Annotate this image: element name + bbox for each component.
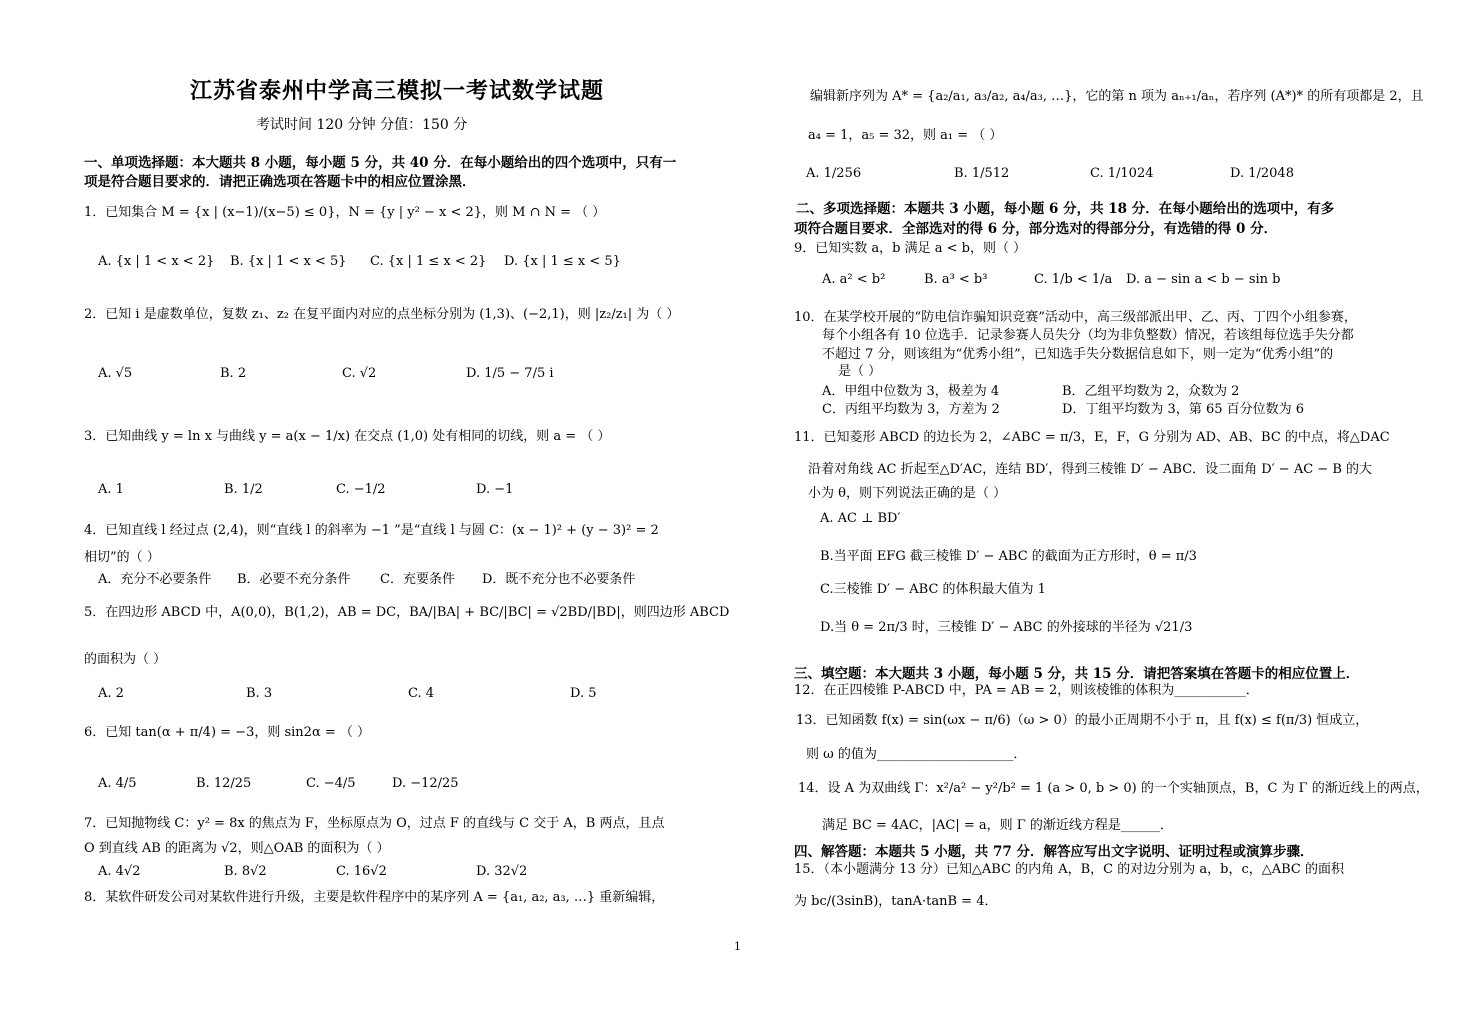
q10-option-c: C．丙组平均数为 3，方差为 2: [822, 402, 1000, 417]
q11-option-b: B.当平面 EFG 截三棱锥 D′ − ABC 的截面为正方形时，θ = π/3: [820, 549, 1197, 564]
q4-stem-line2: 相切”的（ ）: [84, 550, 160, 565]
q8-option-c: C. 1/1024: [1090, 166, 1154, 181]
q4-stem-line1: 4．已知直线 l 经过点 (2,4)，则“直线 l 的斜率为 −1 ”是“直线 l 与圆 C：(x − 1)² + (y − 3)² = 2: [84, 523, 659, 538]
q1-option-a: A. {x | 1 < x < 2}: [98, 254, 215, 269]
q8-option-d: D. 1/2048: [1230, 166, 1294, 181]
q9-option-d: D. a − sin a < b − sin b: [1126, 272, 1281, 287]
q3-option-d: D. −1: [476, 482, 514, 497]
section4-heading: 四、解答题：本题共 5 小题，共 77 分．解答应写出文字说明、证明过程或演算步骤．: [794, 844, 1314, 860]
page-number: 1: [734, 940, 741, 953]
q11-line1: 11．已知菱形 ABCD 的边长为 2，∠ABC = π/3，E，F，G 分别为 AD、AB、BC 的中点，将△DAC: [794, 430, 1390, 445]
q3-option-c: C. −1/2: [336, 482, 386, 497]
q4-option-d: D．既不充分也不必要条件: [482, 572, 636, 587]
q10-option-a: A．甲组中位数为 3，极差为 4: [822, 384, 1000, 399]
q8-stem-line1: 8．某软件研发公司对某软件进行升级，主要是软件程序中的某序列 A = {a₁, a₂, a₃, …} 重新编辑，: [84, 890, 665, 905]
q8-stem-line2: 编辑新序列为 A* = {a₂/a₁, a₃/a₂, a₄/a₃, …}，它的第 n 项为 aₙ₊₁/aₙ，若序列 (A*)* 的所有项都是 2，且: [810, 89, 1424, 104]
q10-line3: 不超过 7 分，则该组为“优秀小组”，已知选手失分数据信息如下，则一定为“优秀小组”的: [822, 347, 1334, 362]
q13-line2: 则 ω 的值为_____________________．: [806, 747, 1027, 762]
q6-option-b: B. 12/25: [196, 776, 252, 791]
q15-line2: 为 bc/(3sinB)，tanA·tanB = 4．: [794, 894, 998, 909]
q12-stem: 12．在正四棱锥 P-ABCD 中，PA = AB = 2，则该棱锥的体积为___________．: [794, 683, 1259, 698]
section1-heading-line2: 项是符合题目要求的．请把正确选项在答题卡中的相应位置涂黑．: [84, 174, 476, 190]
section2-heading-line1: 二、多项选择题：本题共 3 小题，每小题 6 分，共 18 分．在每小题给出的选项中，有多: [796, 201, 1335, 217]
exam-info: 考试时间 120 分钟 分值：150 分: [256, 117, 468, 133]
q5-option-b: B. 3: [246, 686, 273, 701]
q4-option-c: C．充要条件: [380, 572, 455, 587]
q2-stem: 2．已知 i 是虚数单位，复数 z₁、z₂ 在复平面内对应的点坐标分别为 (1,3)、(−2,1)，则 |z₂/z₁| 为（ ）: [84, 307, 680, 322]
q9-option-a: A. a² < b²: [822, 272, 886, 287]
q3-option-a: A. 1: [98, 482, 124, 497]
q11-line2: 沿着对角线 AC 折起至△D′AC，连结 BD′，得到三棱锥 D′ − ABC．设二面角 D′ − AC − B 的大: [808, 462, 1373, 477]
q14-line2: 满足 BC = 4AC，|AC| = a，则 Γ 的渐近线方程是______．: [822, 818, 1173, 833]
q11-option-d: D.当 θ = 2π/3 时，三棱锥 D′ − ABC 的外接球的半径为 √21/3: [820, 620, 1193, 635]
q2-option-a: A. √5: [98, 366, 133, 381]
page-title: 江苏省泰州中学高三模拟一考试数学试题: [190, 78, 605, 104]
q1-option-d: D. {x | 1 ≤ x < 5}: [504, 254, 621, 269]
q7-stem-line1: 7．已知抛物线 C：y² = 8x 的焦点为 F，坐标原点为 O，过点 F 的直线与 C 交于 A，B 两点，且点: [84, 816, 665, 831]
q9-option-c: C. 1/b < 1/a: [1034, 272, 1113, 287]
q10-line4: 是（ ）: [838, 364, 882, 379]
q5-option-d: D. 5: [570, 686, 597, 701]
q2-option-d: D. 1/5 − 7/5 i: [466, 366, 554, 381]
q10-option-b: B．乙组平均数为 2，众数为 2: [1062, 384, 1240, 399]
q7-stem-line2: O 到直线 AB 的距离为 √2，则△OAB 的面积为（ ）: [84, 841, 390, 856]
q7-option-c: C. 16√2: [336, 864, 387, 879]
q6-option-a: A. 4/5: [98, 776, 137, 791]
q6-option-c: C. −4/5: [306, 776, 356, 791]
q8-option-a: A. 1/256: [806, 166, 862, 181]
q10-line2: 每个小组各有 10 位选手．记录参赛人员失分（均为非负整数）情况，若该组每位选手失分都: [822, 328, 1354, 343]
q11-option-a: A. AC ⊥ BD′: [820, 511, 901, 526]
section2-heading-line2: 项符合题目要求．全部选对的得 6 分，部分选对的得部分分，有选错的得 0 分．: [794, 221, 1278, 237]
q9-option-b: B. a³ < b³: [924, 272, 988, 287]
q4-option-b: B．必要不充分条件: [237, 572, 351, 587]
q2-option-c: C. √2: [342, 366, 377, 381]
q11-option-c: C.三棱锥 D′ − ABC 的体积最大值为 1: [820, 582, 1046, 597]
q7-option-b: B. 8√2: [224, 864, 267, 879]
q2-option-b: B. 2: [220, 366, 247, 381]
q8-stem-line3: a₄ = 1，a₅ = 32，则 a₁ = （ ）: [808, 128, 1003, 143]
q9-stem: 9．已知实数 a，b 满足 a < b，则（ ）: [794, 241, 1027, 256]
q7-option-a: A. 4√2: [98, 864, 141, 879]
q10-option-d: D．丁组平均数为 3，第 65 百分位数为 6: [1062, 402, 1305, 417]
q11-line3: 小为 θ，则下列说法正确的是（ ）: [808, 486, 1007, 501]
q6-option-d: D. −12/25: [392, 776, 459, 791]
section3-heading: 三、填空题：本大题共 3 小题，每小题 5 分，共 15 分．请把答案填在答题卡的相应位置上．: [794, 666, 1360, 682]
q1-stem: 1．已知集合 M = {x | (x−1)/(x−5) ≤ 0}，N = {y | y² − x < 2}，则 M ∩ N = （ ）: [84, 205, 606, 220]
q5-stem-line2: 的面积为（ ）: [84, 652, 167, 667]
q10-line1: 10．在某学校开展的“防电信诈骗知识竞赛”活动中，高三级部派出甲、乙、丙、丁四个小组参赛，: [794, 310, 1357, 325]
q5-stem-line1: 5．在四边形 ABCD 中，A(0,0)，B(1,2)，AB = DC，BA/|BA| + BC/|BC| = √2BD/|BD|，则四边形 ABCD: [84, 605, 730, 620]
q4-option-a: A．充分不必要条件: [98, 572, 212, 587]
q1-option-b: B. {x | 1 < x < 5}: [230, 254, 347, 269]
q1-option-c: C. {x | 1 ≤ x < 2}: [370, 254, 487, 269]
q8-option-b: B. 1/512: [954, 166, 1010, 181]
q15-line1: 15．（本小题满分 13 分）已知△ABC 的内角 A，B，C 的对边分别为 a，b，c，△ABC 的面积: [794, 862, 1345, 877]
section1-heading-line1: 一、单项选择题：本大题共 8 小题，每小题 5 分，共 40 分．在每小题给出的四个选项中，只有一: [84, 155, 677, 171]
q3-stem: 3．已知曲线 y = ln x 与曲线 y = a(x − 1/x) 在交点 (1,0) 处有相同的切线，则 a = （ ）: [84, 429, 611, 444]
q3-option-b: B. 1/2: [224, 482, 263, 497]
q5-option-a: A. 2: [98, 686, 124, 701]
q14-line1: 14．设 A 为双曲线 Γ：x²/a² − y²/b² = 1 (a > 0, b > 0) 的一个实轴顶点，B，C 为 Γ 的渐近线上的两点，: [798, 781, 1429, 796]
q5-option-c: C. 4: [408, 686, 435, 701]
q6-stem: 6．已知 tan(α + π/4) = −3，则 sin2α = （ ）: [84, 725, 371, 740]
q13-line1: 13．已知函数 f(x) = sin(ωx − π/6)（ω > 0）的最小正周期不小于 π，且 f(x) ≤ f(π/3) 恒成立，: [796, 713, 1369, 728]
q7-option-d: D. 32√2: [476, 864, 528, 879]
